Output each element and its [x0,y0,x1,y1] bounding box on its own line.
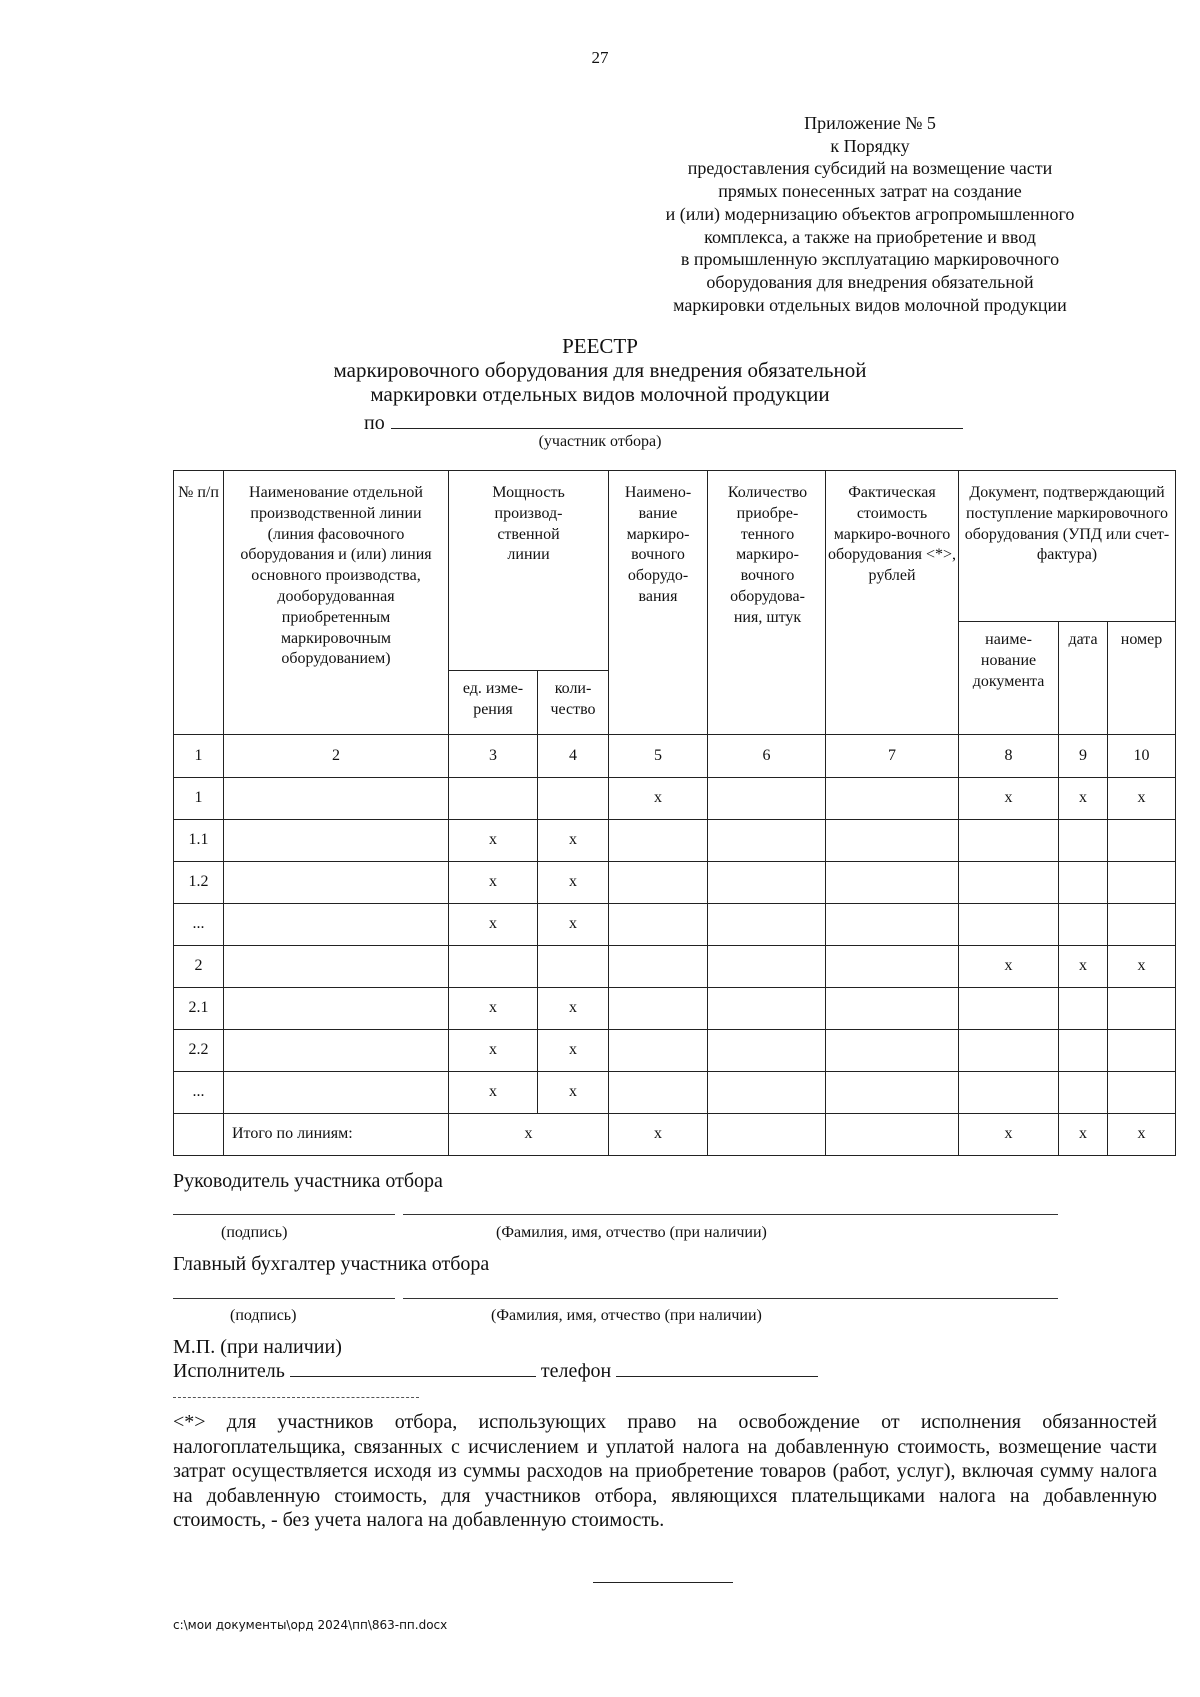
table-cell [1059,1072,1108,1114]
table-cell [826,904,959,946]
table-row [174,778,1176,820]
table-cell: x [959,778,1059,820]
appendix-line: предоставления субсидий на возмещение части [687,158,1053,179]
table-cell [224,1072,449,1114]
executor-label: Исполнитель [173,1360,285,1382]
header-quantity: коли-чество [538,671,609,735]
table-cell: 1.1 [174,820,224,862]
table-row [174,946,1176,988]
footnote-separator [173,1397,419,1398]
table-cell [959,1072,1059,1114]
table-cell: x [449,1030,538,1072]
table-cell: x [449,820,538,862]
head-fio-caption: (Фамилия, имя, отчество (при наличии) [496,1224,767,1241]
registry-table [173,470,1176,1156]
header-doc-number: номер [1108,622,1176,735]
participant-blank-line [391,412,963,429]
table-cell: 1 [174,778,224,820]
column-number: 9 [1059,735,1108,778]
title-line-1: маркировочного оборудования для внедрения обязательной [333,358,867,382]
table-cell [1108,1030,1176,1072]
table-cell [224,1030,449,1072]
table-cell [959,820,1059,862]
appendix-block [620,112,1120,316]
table-cell [609,1072,708,1114]
head-signature-caption: (подпись) [221,1224,288,1241]
column-number: 1 [174,735,224,778]
head-label: Руководитель участника отбора [173,1170,443,1192]
page-number: 27 [591,48,609,67]
table-cell [826,946,959,988]
appendix-line: и (или) модернизацию объектов агропромышленного [665,203,1075,224]
column-number: 10 [1108,735,1176,778]
table-cell: ... [174,904,224,946]
phone-label: телефон [540,1360,612,1382]
table-cell [826,820,959,862]
table-cell: x [449,988,538,1030]
table-cell [174,1114,224,1156]
appendix-line: к Порядку [830,135,910,156]
column-number: 6 [708,735,826,778]
total-row [174,1114,1176,1156]
total-doc-name: x [959,1114,1059,1156]
table-cell [1108,1072,1176,1114]
header-equipment-name: Наимено-вание маркиро-вочного оборудо-вания [609,471,708,735]
header-document: Документ, подтверждающий поступление маркировочного оборудования (УПД или счет-фактура) [959,471,1176,622]
head-fio-line [403,1214,1058,1215]
header-equipment-count: Количество приобре-тенного маркиро-вочного оборудова-ния, штук [708,471,826,735]
executor-row [173,1360,818,1383]
header-capacity: Мощность производ-ственной линии [449,471,609,671]
header-equipment-cost: Фактическая стоимость маркиро-вочного оборудования <*>, рублей [826,471,959,735]
phone-line [616,1362,818,1377]
table-cell: x [449,1072,538,1114]
title-main: РЕЕСТР [562,334,638,358]
table-cell [609,862,708,904]
table-cell [609,820,708,862]
column-number: 3 [449,735,538,778]
table-cell: x [1108,778,1176,820]
table-row [174,904,1176,946]
column-number: 2 [224,735,449,778]
table-cell [959,988,1059,1030]
table-cell [609,1030,708,1072]
appendix-line: прямых понесенных затрат на создание [718,181,1022,202]
table-cell [959,1030,1059,1072]
end-line [593,1582,733,1583]
table-cell [708,1072,826,1114]
header-row-1 [174,471,1176,622]
column-number-row [174,735,1176,778]
table-cell [224,904,449,946]
table-cell: x [538,820,609,862]
table-cell [1108,904,1176,946]
total-equipment-name: x [609,1114,708,1156]
column-number: 7 [826,735,959,778]
file-path: c:\мои документы\орд 2024\пп\863-пп.docx [173,1618,448,1632]
table-cell [1108,988,1176,1030]
table-cell: x [449,904,538,946]
table-cell [538,778,609,820]
table-cell [826,1072,959,1114]
title-line-2: маркировки отдельных видов молочной продукции [370,382,830,406]
participant-caption: (участник отбора) [538,433,662,450]
column-number: 4 [538,735,609,778]
table-row [174,1072,1176,1114]
total-doc-number: x [1108,1114,1176,1156]
table-cell: 2 [174,946,224,988]
table-cell [1059,1030,1108,1072]
table-cell [224,778,449,820]
table-cell: x [538,988,609,1030]
accountant-fio-line [403,1298,1058,1299]
table-cell [609,946,708,988]
head-signature-line [173,1214,395,1215]
accountant-signature-line [173,1298,395,1299]
accountant-signature-caption: (подпись) [230,1307,297,1324]
table-cell [449,778,538,820]
column-number: 5 [609,735,708,778]
total-doc-date: x [1059,1114,1108,1156]
table-cell: x [538,1030,609,1072]
header-doc-date: дата [1059,622,1108,735]
appendix-line: оборудования для внедрения обязательной [706,271,1034,292]
appendix-line: в промышленную эксплуатацию маркировочного [680,249,1060,270]
table-cell [1059,820,1108,862]
table-cell [708,904,826,946]
appendix-line: Приложение № 5 [804,113,936,133]
header-num: № п/п [174,471,224,735]
table-row [174,820,1176,862]
table-cell: x [959,946,1059,988]
table-cell [708,1030,826,1072]
table-cell [1108,862,1176,904]
table-cell: 1.2 [174,862,224,904]
footnote: <*> для участников отбора, использующих право на освобождение от исполнения обязанностей налогоплательщика, связанных с исчислением и уплатой налога на добавленную стоимость, возмещение части затрат осуществляется исходя из суммы расходов на приобретение товаров (работ, услуг), включая сумму налога на добавленную стоимость, для участников отбора, являющихся плательщиками налога на добавленную стоимость, - без учета налога на добавленную стоимость. [173,1411,1157,1531]
table-cell [1108,820,1176,862]
table-cell [826,778,959,820]
document-title [0,334,1200,406]
table-cell [224,946,449,988]
table-row [174,988,1176,1030]
header-unit: ед. изме-рения [449,671,538,735]
stamp-note: М.П. (при наличии) [173,1336,342,1358]
table-row [174,1030,1176,1072]
total-count [708,1114,826,1156]
table-cell [224,988,449,1030]
table-cell [826,862,959,904]
appendix-line: комплекса, а также на приобретение и ввод [704,226,1036,247]
total-cost [826,1114,959,1156]
table-cell [708,820,826,862]
table-cell [826,1030,959,1072]
column-number: 8 [959,735,1059,778]
appendix-line: маркировки отдельных видов молочной продукции [673,294,1067,315]
accountant-fio-caption: (Фамилия, имя, отчество (при наличии) [491,1307,762,1324]
table-cell [959,862,1059,904]
table-cell: x [449,862,538,904]
table-cell [708,778,826,820]
header-line-name: Наименование отдельной производственной линии (линия фасовочного оборудования и (или) линия основного производства, дооборудованная приобретенным маркировочным оборудованием) [224,471,449,735]
accountant-label: Главный бухгалтер участника отбора [173,1253,490,1275]
executor-line [290,1362,536,1377]
table-cell [224,862,449,904]
table-row [174,862,1176,904]
table-cell [538,946,609,988]
table-cell [1059,904,1108,946]
table-cell: 2.1 [174,988,224,1030]
table-cell: x [609,778,708,820]
table-cell [708,946,826,988]
table-cell: 2.2 [174,1030,224,1072]
table-cell [224,820,449,862]
table-cell: x [538,1072,609,1114]
po-label: по [364,412,385,434]
total-capacity: x [449,1114,609,1156]
table-cell [1059,988,1108,1030]
table-cell: ... [174,1072,224,1114]
table-cell: x [1108,946,1176,988]
header-doc-name: наиме-нование документа [959,622,1059,735]
table-cell [609,904,708,946]
table-cell: x [538,862,609,904]
table-cell [826,988,959,1030]
table-cell [959,904,1059,946]
table-cell [708,988,826,1030]
total-label: Итого по линиям: [224,1114,449,1156]
participant-row [364,412,963,435]
table-cell: x [1059,946,1108,988]
table-cell [609,988,708,1030]
table-cell [1059,862,1108,904]
table-cell [708,862,826,904]
table-cell: x [1059,778,1108,820]
table-cell: x [538,904,609,946]
table-cell [449,946,538,988]
